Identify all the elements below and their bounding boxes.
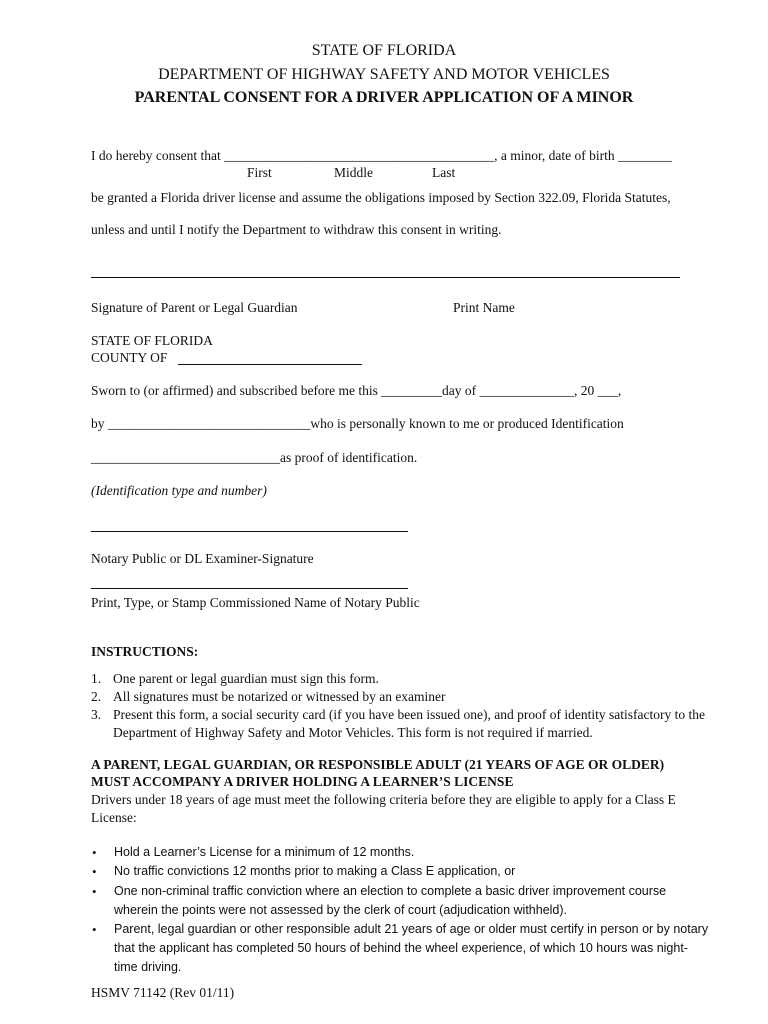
name-middle-label: Middle [334,165,373,180]
department-title: DEPARTMENT OF HIGHWAY SAFETY AND MOTOR VEHICLES [158,66,610,83]
requirement-intro-1: Drivers under 18 years of age must meet the following criteria before they are eligible to apply for a Class E [91,792,676,807]
instruction-number: 2. [91,689,102,704]
instructions-title: INSTRUCTIONS: [91,644,199,659]
instruction-number: 1. [91,671,102,686]
criteria-item-continued: time driving. [114,960,182,974]
sworn-line: Sworn to (or affirmed) and subscribed before me this _________day of ______________, 20 ___, [91,383,622,398]
bullet-icon: • [92,884,97,899]
state-title: STATE OF FLORIDA [311,42,457,59]
instruction-item: All signatures must be notarized or witnessed by an examiner [113,689,446,704]
examiner-signature-label: Notary Public or DL Examiner-Signature [91,551,314,566]
notary-name-line[interactable] [91,588,408,589]
examiner-signature-line[interactable] [91,531,408,532]
name-last-label: Last [432,165,456,180]
bullet-icon: • [92,864,97,879]
criteria-item: Hold a Learner’s License for a minimum of 12 months. [114,845,415,859]
county-line[interactable] [178,364,362,365]
consent-line-1: I do hereby consent that ________________________________________, a minor, date of birth ________ [91,148,673,163]
instruction-item: One parent or legal guardian must sign this form. [113,671,379,686]
criteria-item: No traffic convictions 12 months prior to making a Class E application, or [114,864,516,878]
requirement-heading-1: A PARENT, LEGAL GUARDIAN, OR RESPONSIBLE ADULT (21 YEARS OF AGE OR OLDER) [91,757,665,772]
criteria-item: One non-criminal traffic conviction where an election to complete a basic driver improvement course [114,884,667,898]
proof-of-id-line: ____________________________as proof of identification. [91,450,418,465]
notary-county-label: COUNTY OF [91,350,168,365]
bullet-icon: • [92,922,97,937]
identified-by-line: by ______________________________who is personally known to me or produced Identification [91,416,624,431]
id-type-note: (Identification type and number) [91,483,267,498]
criteria-item: Parent, legal guardian or other responsible adult 21 years of age or older must certify in person or by notary [114,922,709,936]
notary-name-label: Print, Type, or Stamp Commissioned Name of Notary Public [91,595,420,610]
instruction-item: Present this form, a social security card (if you have been issued one), and proof of identity satisfactory to the [113,707,705,722]
criteria-item-continued: that the applicant has completed 50 hours of behind the wheel experience, of which 10 hours was night- [114,941,688,955]
name-first-label: First [247,165,272,180]
parent-signature-label: Signature of Parent or Legal Guardian [91,300,298,315]
instruction-item-continued: Department of Highway Safety and Motor Vehicles. This form is not required if married. [113,725,593,740]
parent-signature-line[interactable] [91,277,680,278]
criteria-item-continued: wherein the points were not assessed by the clerk of court (adjudication withheld). [114,903,568,917]
consent-line-3: unless and until I notify the Department to withdraw this consent in writing. [91,222,502,237]
form-title: PARENTAL CONSENT FOR A DRIVER APPLICATION OF A MINOR [134,89,634,106]
form-number: HSMV 71142 (Rev 01/11) [91,985,235,1000]
instruction-number: 3. [91,707,102,722]
print-name-label: Print Name [453,300,515,315]
notary-state-label: STATE OF FLORIDA [91,333,213,348]
requirement-heading-2: MUST ACCOMPANY A DRIVER HOLDING A LEARNER’S LICENSE [91,774,514,789]
bullet-icon: • [92,845,97,860]
consent-line-2: be granted a Florida driver license and assume the obligations imposed by Section 322.09, Florida Statutes, [91,190,671,205]
requirement-intro-2: License: [91,810,137,825]
